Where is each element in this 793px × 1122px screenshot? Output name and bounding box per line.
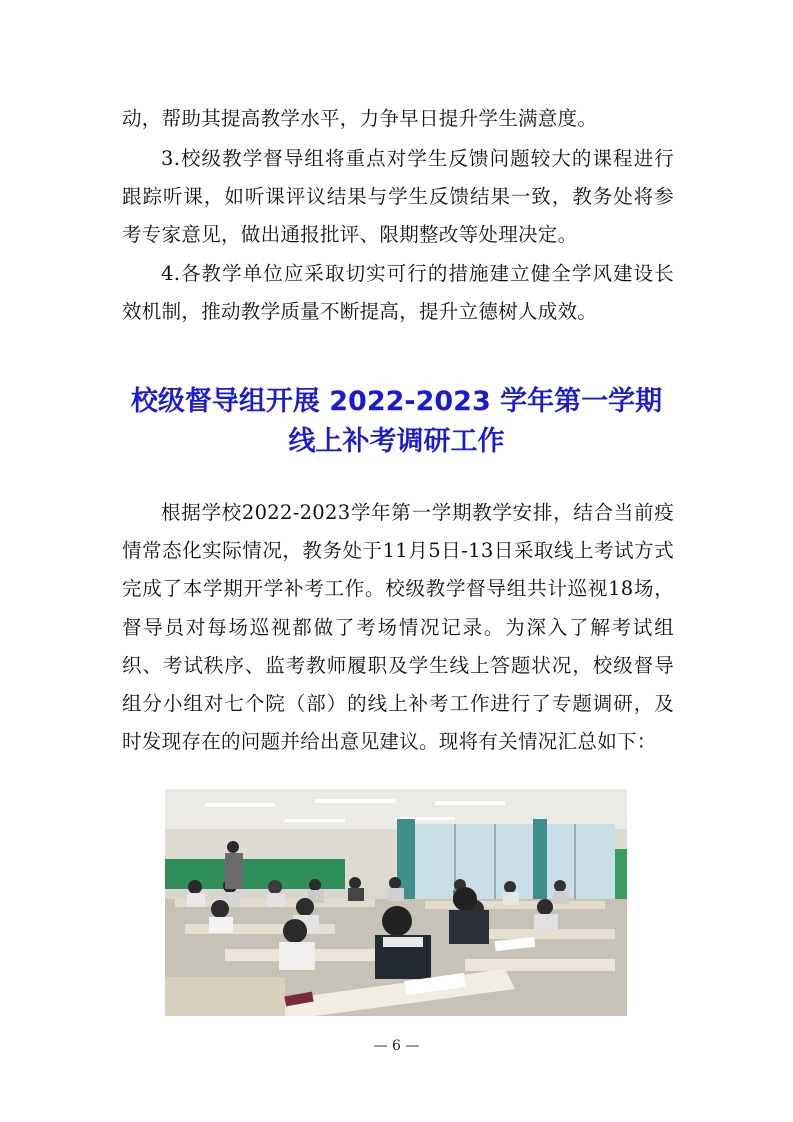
paragraph-item-3: 3.校级教学督导组将重点对学生反馈问题较大的课程进行跟踪听课，如听课评议结果与学生反馈结果一致，教务处将参考专家意见，做出通报批评、限期整改等处理决定。: [122, 147, 674, 247]
paragraph-body: 根据学校2022-2023学年第一学期教学安排，结合当前疫情常态化实际情况，教务处于11月5日-13日采取线上考试方式完成了本学期开学补考工作。校级教学督导组共计巡视18场，督导员对每场巡视都做了考场情况记录。为深入了解考试组织、考试秩序、监考教师履职及学生线上答题状况，校级督导组分小组对七个院（部）的线上补考工作进行了专题调研，及时发现存在的问题并给出意见建议。现将有关情况汇总如下：: [122, 501, 674, 754]
classroom-illustration: [165, 789, 627, 1016]
section-title-line-2: 线上补考调研工作: [288, 426, 505, 457]
exam-room-photo: [165, 789, 627, 1016]
paragraph-continued: 动，帮助其提高教学水平，力争早日提升学生满意度。: [122, 107, 598, 130]
paragraph-item-4: 4.各教学单位应采取切实可行的措施建立健全学风建设长效机制，推动教学质量不断提高，提升立德树人成效。: [122, 262, 674, 324]
section-title: [100, 382, 693, 462]
page-number: — 6 —: [373, 1038, 420, 1054]
section-title-line-1: 校级督导组开展 2022-2023 学年第一学期: [130, 386, 663, 417]
